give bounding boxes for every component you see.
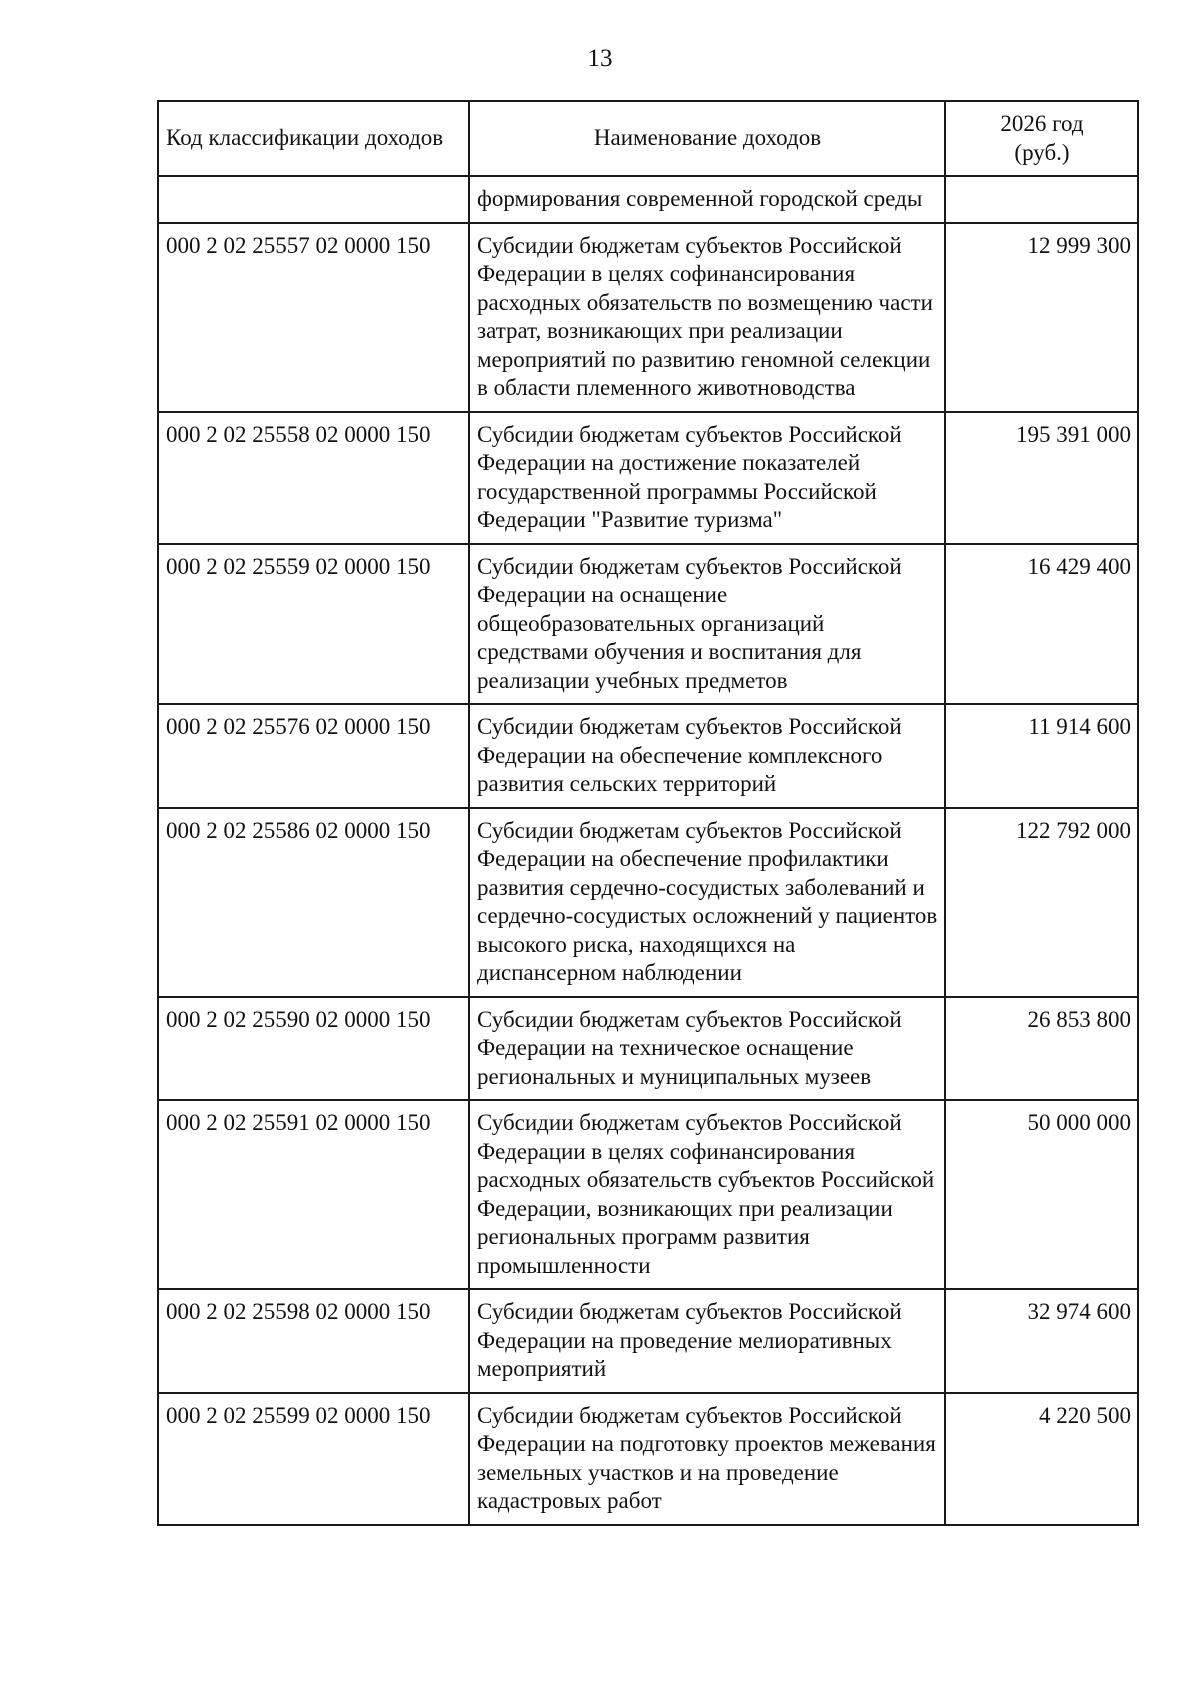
revenue-name-cell: Субсидии бюджетам субъектов Российской Федерации на достижение показателей государственной программы Российской Федерации "Развитие туризма"	[469, 412, 945, 544]
revenue-name-cell: Субсидии бюджетам субъектов Российской Федерации на обеспечение профилактики развития сердечно-сосудистых заболеваний и сердечно-сосудистых осложнений у пациентов высокого риска, находящихся на диспансерном наблюдении	[469, 808, 945, 997]
revenue-name-cell: Субсидии бюджетам субъектов Российской Федерации на оснащение общеобразовательных организаций средствами обучения и воспитания для реализации учебных предметов	[469, 544, 945, 705]
revenue-amount-cell: 50 000 000	[945, 1100, 1138, 1289]
table-row	[158, 704, 1138, 808]
revenue-name-cell: Субсидии бюджетам субъектов Российской Федерации на подготовку проектов межевания земельных участков и на проведение кадастровых работ	[469, 1393, 945, 1525]
revenue-code-cell: 000 2 02 25599 02 0000 150	[158, 1393, 469, 1525]
revenue-amount-cell: 26 853 800	[945, 997, 1138, 1101]
revenue-table	[157, 100, 1139, 1526]
revenue-amount-cell	[945, 176, 1138, 223]
revenue-name-cell: Субсидии бюджетам субъектов Российской Федерации в целях софинансирования расходных обязательств по возмещению части затрат, возникающих при реализации мероприятий по развитию геномной селекции в области племенного животноводства	[469, 223, 945, 412]
header-code: Код классификации доходов	[158, 101, 469, 176]
table-row	[158, 1289, 1138, 1393]
table-body	[158, 176, 1138, 1525]
table-row	[158, 223, 1138, 412]
revenue-amount-cell: 122 792 000	[945, 808, 1138, 997]
page-number: 13	[587, 45, 613, 72]
revenue-code-cell: 000 2 02 25557 02 0000 150	[158, 223, 469, 412]
revenue-name-cell: формирования современной городской среды	[469, 176, 945, 223]
table-row	[158, 808, 1138, 997]
table-row	[158, 176, 1138, 223]
table-row	[158, 1100, 1138, 1289]
table-row	[158, 412, 1138, 544]
revenue-amount-cell: 11 914 600	[945, 704, 1138, 808]
revenue-name-cell: Субсидии бюджетам субъектов Российской Федерации в целях софинансирования расходных обязательств субъектов Российской Федерации, возникающих при реализации региональных программ развития промышленности	[469, 1100, 945, 1289]
revenue-code-cell: 000 2 02 25559 02 0000 150	[158, 544, 469, 705]
revenue-code-cell: 000 2 02 25591 02 0000 150	[158, 1100, 469, 1289]
revenue-code-cell: 000 2 02 25576 02 0000 150	[158, 704, 469, 808]
revenue-amount-cell: 12 999 300	[945, 223, 1138, 412]
revenue-amount-cell: 195 391 000	[945, 412, 1138, 544]
header-name: Наименование доходов	[469, 101, 945, 176]
revenue-code-cell: 000 2 02 25558 02 0000 150	[158, 412, 469, 544]
revenue-code-cell	[158, 176, 469, 223]
revenue-code-cell: 000 2 02 25590 02 0000 150	[158, 997, 469, 1101]
revenue-name-cell: Субсидии бюджетам субъектов Российской Федерации на техническое оснащение региональных и муниципальных музеев	[469, 997, 945, 1101]
revenue-amount-cell: 16 429 400	[945, 544, 1138, 705]
revenue-amount-cell: 32 974 600	[945, 1289, 1138, 1393]
revenue-name-cell: Субсидии бюджетам субъектов Российской Федерации на проведение мелиоративных мероприятий	[469, 1289, 945, 1393]
revenue-code-cell: 000 2 02 25586 02 0000 150	[158, 808, 469, 997]
header-amount-unit: (руб.)	[1014, 139, 1070, 165]
revenue-name-cell: Субсидии бюджетам субъектов Российской Федерации на обеспечение комплексного развития сельских территорий	[469, 704, 945, 808]
revenue-code-cell: 000 2 02 25598 02 0000 150	[158, 1289, 469, 1393]
header-amount	[945, 101, 1138, 176]
table-row	[158, 544, 1138, 705]
table-row	[158, 997, 1138, 1101]
table-header-row	[158, 101, 1138, 176]
revenue-amount-cell: 4 220 500	[945, 1393, 1138, 1525]
header-amount-year: 2026 год	[1000, 111, 1084, 136]
table-row	[158, 1393, 1138, 1525]
